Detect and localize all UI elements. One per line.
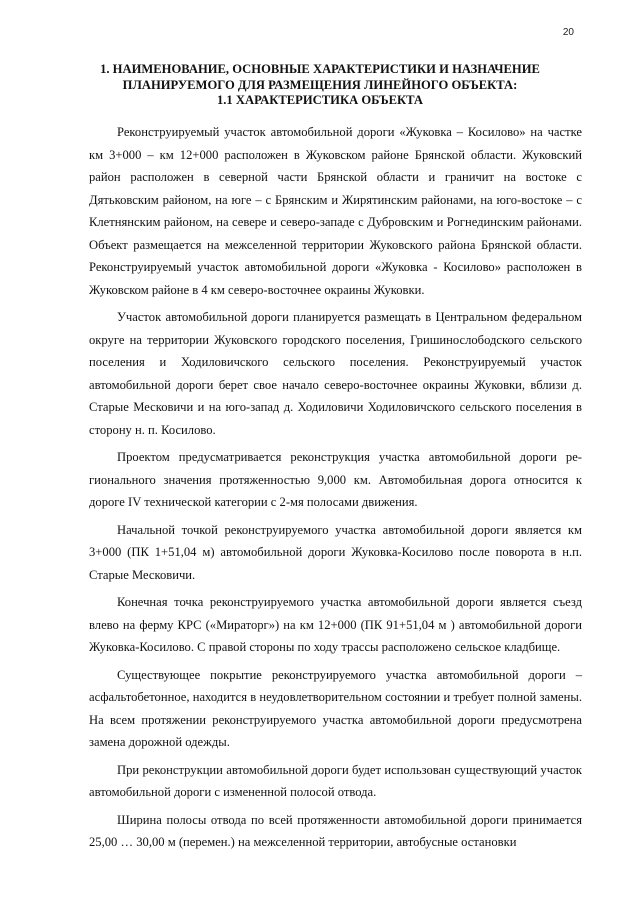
paragraph-pavement: Существующее покрытие реконструируемого участка автомобильной дороги – асфальтобетонное, находится в неудовлетворительном состоянии и требует полной замены. На всем протяжении реконструируемого участка автомобильной дороги предусмотрена замена дорожной одежды. xyxy=(89,667,582,749)
heading-line-1: 1. НАИМЕНОВАНИЕ, ОСНОВНЫЕ ХАРАКТЕРИСТИКИ И НАЗНАЧЕНИЕ xyxy=(100,62,540,76)
paragraph-row-width: Ширина полосы отвода по всей протяженности автомобильной дороги принимается 25,00 … 30,00 м (перемен.) на межселенной территории, автобусные остановки xyxy=(89,812,582,849)
page-number: 20 xyxy=(562,27,574,38)
paragraph-project-scope: Проектом предусматривается реконструкция участка автомобильной дороги регионального значения протяженностью 9,000 км. Автомобильная дорога относится к дороге IV технической категории с 2-мя полосами движения. xyxy=(89,450,582,509)
paragraph-right-of-way: При реконструкции автомобильной дороги будет использован существующий участок автомобильной дороги с измененной полосой отвода. xyxy=(89,762,582,799)
document-body xyxy=(89,121,582,859)
paragraph-placement: Участок автомобильной дороги планируется размещать в Центральном федеральном округе на территории Жуковского городского поселения, Гришинослободского сельского поселения и Ходиловичского сельского поселения. Реконструируемый участок автомобильной дороги берет свое начало северо-восточнее окраины Жуковки, вблизи д. Старые Месковичи и на юго-запад д. Ходиловичи Ходиловичского сельского поселения в сторону н. п. Косилово. xyxy=(89,310,582,437)
heading-line-2: ПЛАНИРУЕМОГО ДЛЯ РАЗМЕЩЕНИЯ ЛИНЕЙНОГО ОБЪЕКТА: xyxy=(122,77,518,92)
heading-line-3: 1.1 ХАРАКТЕРИСТИКА ОБЪЕКТА xyxy=(216,93,424,107)
paragraph-end-point: Конечная точка реконструируемого участка автомобильной дороги является съезд влево на ферму КРС («Мираторг») на км 12+000 (ПК 91+51,04 м ) автомобильной дороги Жуковка-Косилово. С правой стороны по ходу трассы расположено сельское кладбище. xyxy=(89,595,582,654)
paragraph-object-location: Реконструируемый участок автомобильной дороги «Жуковка – Косилово» на частке км 3+000 – км 12+000 расположен в Жуковском районе Брянской области. Жуковский район расположен в северной части Брянской области и граничит на востоке с Дятьковским районом, на юге – с Брянским и Жирятинским районами, на юго-востоке – с Клетнянским районом, на севере и северо-западе с Дубровским и Рогнединским районами. Объект размещается на межселенной территории Жуковского района Брянской области. Реконструируемый участок автомобильной дороги «Жуковка - Косилово» расположен в Жуковском районе в 4 км северо-восточнее окраины Жуковки. xyxy=(89,125,582,297)
section-heading xyxy=(60,62,580,109)
paragraph-start-point: Начальной точкой реконструируемого участка автомобильной дороги является км 3+000 (ПК 1+51,04 м) автомобильной дороги Жуковка-Косилово после поворота в н.п. Старые Месковичи. xyxy=(89,522,582,582)
